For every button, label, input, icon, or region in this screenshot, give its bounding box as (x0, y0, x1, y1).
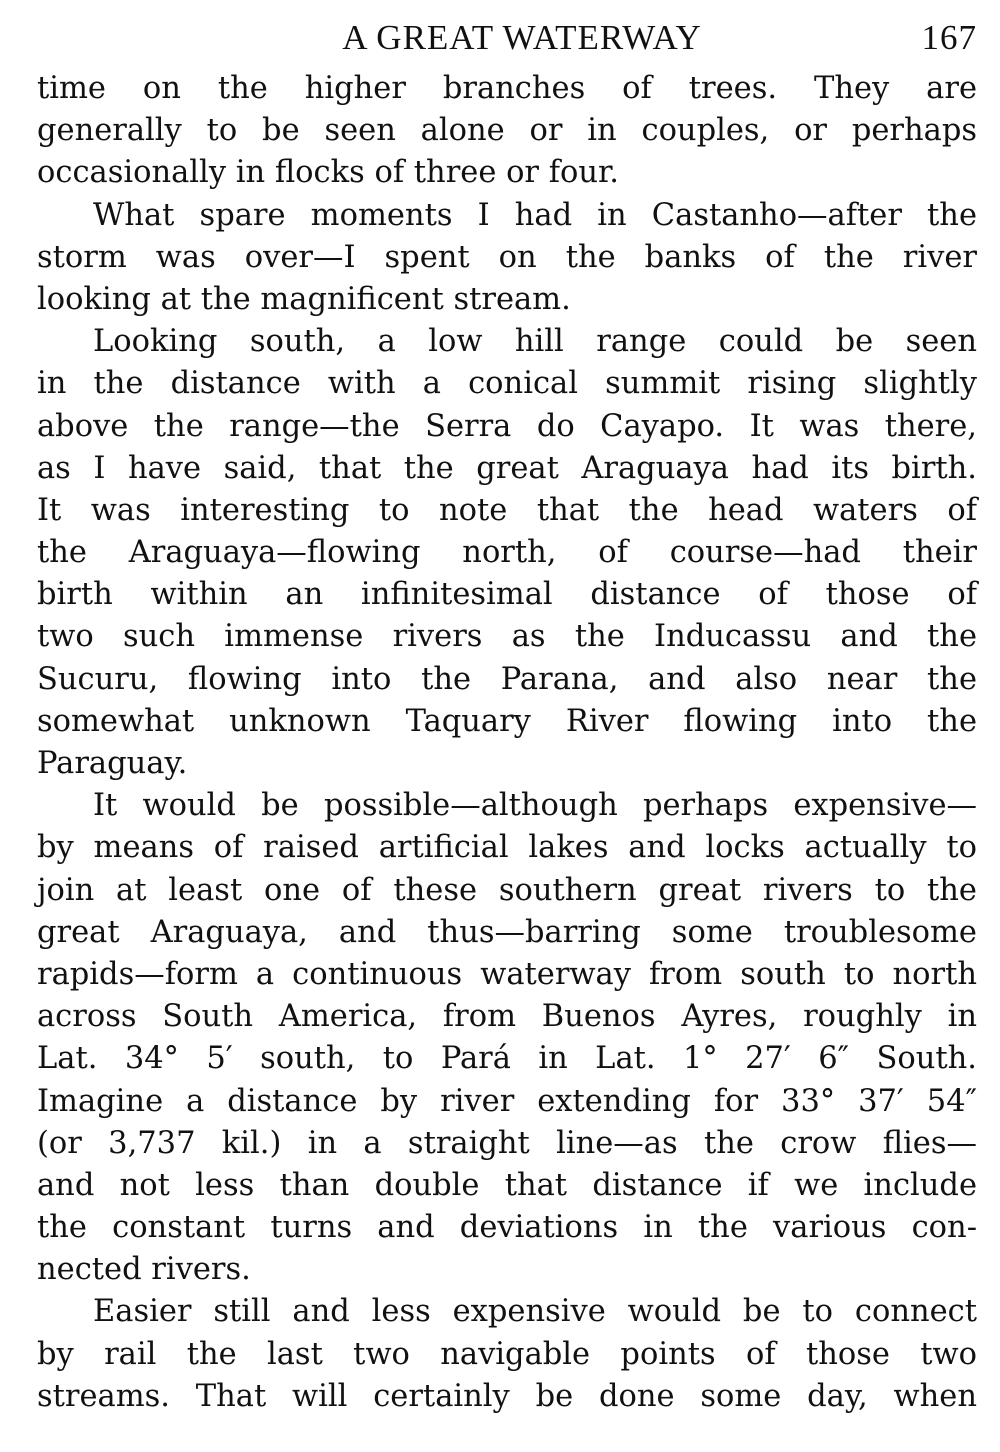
text-line: somewhat unknown Taquary River flowing into the (37, 703, 977, 739)
text-line: What spare moments I had in Castanho—after the (93, 197, 977, 233)
body-text (37, 68, 977, 1418)
text-line: Lat. 34° 5′ south, to Pará in Lat. 1° 27′ 6″ South. (37, 1041, 977, 1077)
text-line: occasionally in flocks of three or four. (37, 155, 619, 191)
text-line: by rail the last two navigable points of those two (37, 1336, 977, 1372)
text-line: storm was over—I spent on the banks of the river (37, 239, 977, 275)
book-page (37, 18, 977, 1418)
text-line: streams. That will certainly be done some day, when (37, 1378, 977, 1414)
text-line: time on the higher branches of trees. They are (37, 71, 977, 106)
text-line: Imagine a distance by river extending for 33° 37′ 54″ (37, 1083, 977, 1119)
text-line: Easier still and less expensive would be to connect (93, 1294, 977, 1330)
text-line: It would be possible—although perhaps expensive— (93, 788, 977, 824)
text-line: join at least one of these southern great rivers to the (37, 872, 977, 908)
text-line: (or 3,737 kil.) in a straight line—as the crow flies— (37, 1125, 977, 1161)
text-line: generally to be seen alone or in couples, or perhaps (37, 113, 977, 149)
text-line: Sucuru, flowing into the Parana, and also near the (37, 661, 977, 697)
text-line: Looking south, a low hill range could be seen (93, 324, 977, 360)
text-line: the constant turns and deviations in the various con- (37, 1210, 977, 1246)
page-header (37, 18, 977, 68)
text-line: above the range—the Serra do Cayapo. It was there, (37, 408, 977, 444)
text-line: across South America, from Buenos Ayres, roughly in (37, 999, 977, 1035)
text-line: birth within an infinitesimal distance of those of (37, 577, 977, 613)
text-line: by means of raised artificial lakes and locks actually to (37, 830, 977, 866)
text-line: great Araguaya, and thus—barring some troublesome (37, 914, 977, 950)
text-line: Paraguay. (37, 746, 188, 781)
text-line: rapids—form a continuous waterway from south to north (37, 956, 977, 992)
text-line: nected rivers. (37, 1252, 251, 1288)
text-line: in the distance with a conical summit rising slightly (37, 366, 977, 402)
text-line: looking at the magnificent stream. (37, 281, 571, 317)
text-line: and not less than double that distance if we include (37, 1167, 977, 1203)
text-line: It was interesting to note that the head waters of (37, 492, 977, 528)
text-line: two such immense rivers as the Inducassu and the (37, 619, 977, 655)
text-line: the Araguaya—flowing north, of course—had their (37, 535, 977, 571)
page-number: 167 (921, 18, 977, 57)
running-title: A GREAT WATERWAY (342, 18, 702, 57)
text-line: as I have said, that the great Araguaya had its birth. (37, 450, 977, 486)
